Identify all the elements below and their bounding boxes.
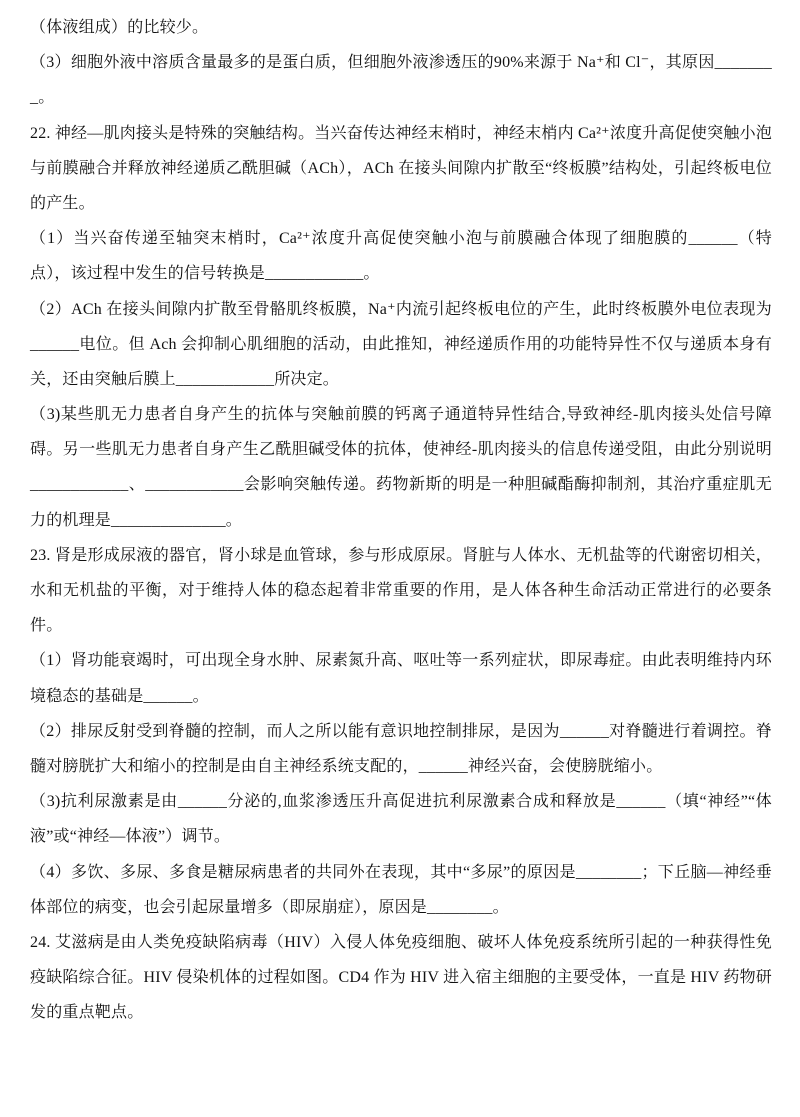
- question-21-tail-line: （体液组成）的比较少。: [30, 19, 209, 36]
- question-21-part3: （3）细胞外液中溶质含量最多的是蛋白质，但细胞外液渗透压的90%来源于 Na⁺和 Cl⁻，其原因________。: [30, 54, 772, 107]
- question-23-intro: 23. 肾是形成尿液的器官，肾小球是血管球，参与形成原尿。肾脏与人体水、无机盐等的代谢密切相关，水和无机盐的平衡，对于维持人体的稳态起着非常重要的作用，是人体各种生命活动正常进行的必要条件。: [30, 546, 772, 635]
- question-23-part4: （4）多饮、多尿、多食是糖尿病患者的共同外在表现，其中“多尿”的原因是________；下丘脑—神经垂体部位的病变，也会引起尿量增多（即尿崩症），原因是________。: [30, 863, 772, 916]
- question-23-part2: （2）排尿反射受到脊髓的控制，而人之所以能有意识地控制排尿，是因为______对脊髓进行着调控。脊髓对膀胱扩大和缩小的控制是由自主神经系统支配的，______神经兴奋，会使膀胱缩小。: [30, 722, 772, 775]
- question-24-intro: 24. 艾滋病是由人类免疫缺陷病毒（HIV）入侵人体免疫细胞、破坏人体免疫系统所引起的一种获得性免疫缺陷综合征。HIV 侵染机体的过程如图。CD4 作为 HIV 进入宿主细胞的主要受体，一直是 HIV 药物研发的重点靶点。: [30, 933, 772, 1022]
- question-22-part2: （2）ACh 在接头间隙内扩散至骨骼肌终板膜，Na⁺内流引起终板电位的产生，此时终板膜外电位表现为______电位。但 Ach 会抑制心肌细胞的活动，由此推知，神经递质作用的功能特异性不仅与递质本身有关，还由突触后膜上____________所决定。: [30, 300, 772, 388]
- question-22-part3: （3)某些肌无力患者自身产生的抗体与突触前膜的钙离子通道特异性结合,导致神经-肌肉接头处信号障碍。另一些肌无力患者自身产生乙酰胆碱受体的抗体，使神经-肌肉接头的信息传递受阻，由此分别说明____________、____________会影响突触传递。药物新斯的明是一种胆碱酯酶抑制剂，其治疗重症肌无力的机理是______________。: [30, 406, 772, 529]
- question-22-intro: 22. 神经—肌肉接头是特殊的突触结构。当兴奋传达神经末梢时，神经末梢内 Ca²⁺浓度升高促使突触小泡与前膜融合并释放神经递质乙酰胆碱（ACh），ACh 在接头间隙内扩散至“终板膜”结构处，引起终板电位的产生。: [30, 124, 772, 212]
- question-23-part3: （3)抗利尿激素是由______分泌的,血浆渗透压升高促进抗利尿激素合成和释放是______（填“神经”“体液”或“神经—体液”）调节。: [30, 793, 772, 846]
- question-23-part1: （1）肾功能衰竭时，可出现全身水肿、尿素氮升高、呕吐等一系列症状，即尿毒症。由此表明维持内环境稳态的基础是______。: [30, 652, 772, 705]
- question-22-part1: （1）当兴奋传递至轴突末梢时，Ca²⁺浓度升高促使突触小泡与前膜融合体现了细胞膜的______（特点），该过程中发生的信号转换是____________。: [30, 230, 772, 283]
